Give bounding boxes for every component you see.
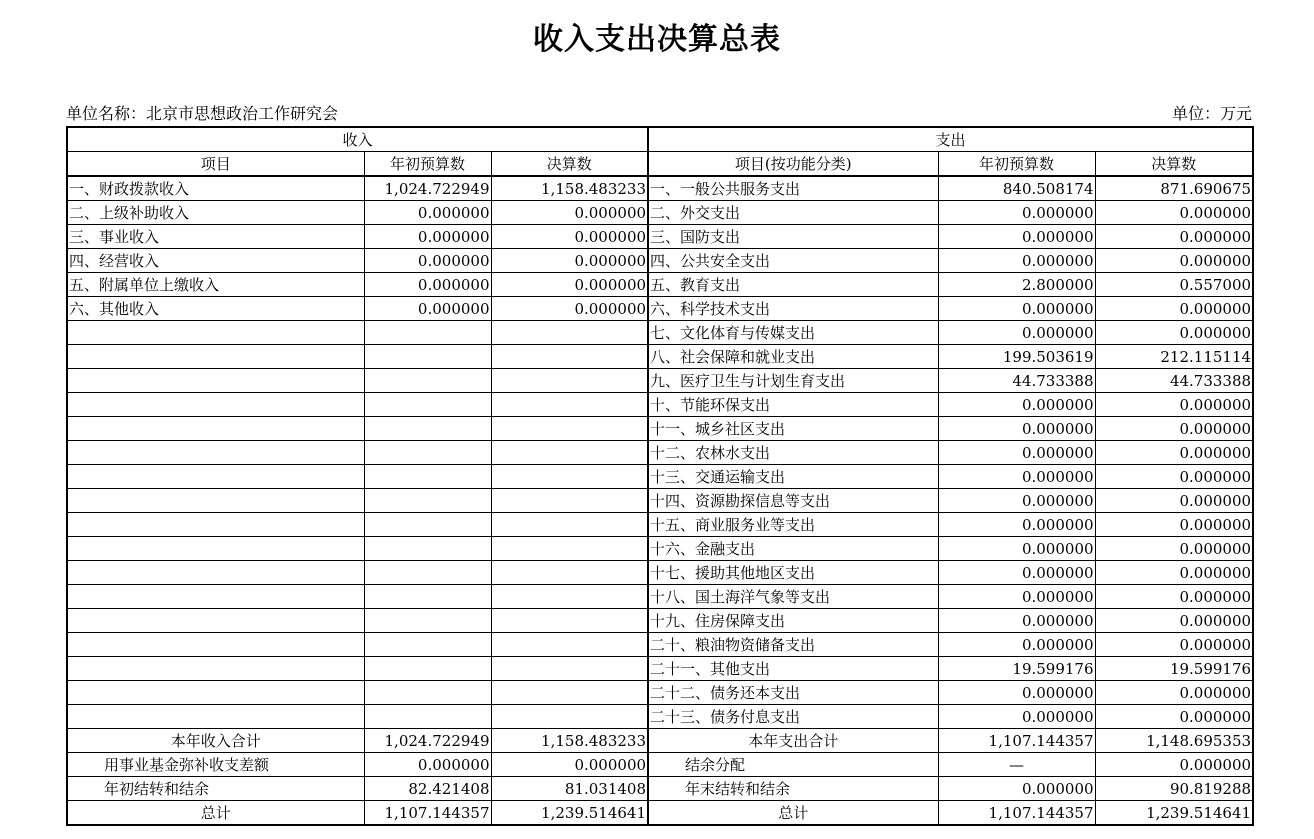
carry-out-label: 年末结转和结余 — [648, 777, 938, 801]
income-budget-cell: 0.000000 — [364, 225, 491, 249]
expense-budget-cell: 840.508174 — [938, 176, 1095, 201]
income-budget-cell — [364, 369, 491, 393]
income-item-cell: 四、经营收入 — [67, 249, 364, 273]
income-item-cell — [67, 609, 364, 633]
carry-row — [67, 777, 1253, 801]
income-final-cell — [491, 609, 648, 633]
table-row — [67, 633, 1253, 657]
income-final-cell: 0.000000 — [491, 273, 648, 297]
grand-total-income-final: 1,239.514641 — [491, 801, 648, 826]
table-row — [67, 225, 1253, 249]
carry-out-budget: 0.000000 — [938, 777, 1095, 801]
income-item-cell — [67, 465, 364, 489]
surplus-dist-final: 0.000000 — [1095, 753, 1253, 777]
income-item-cell — [67, 321, 364, 345]
expense-total-final: 1,148.695353 — [1095, 729, 1253, 753]
expense-final-cell: 0.000000 — [1095, 561, 1253, 585]
expense-item-cell: 十五、商业服务业等支出 — [648, 513, 938, 537]
expense-final-cell: 0.000000 — [1095, 465, 1253, 489]
income-budget-cell — [364, 633, 491, 657]
expense-item-cell: 十九、住房保障支出 — [648, 609, 938, 633]
totals-body — [67, 729, 1253, 826]
expense-final-cell: 0.000000 — [1095, 417, 1253, 441]
table-row — [67, 513, 1253, 537]
income-item-cell — [67, 561, 364, 585]
income-item-cell — [67, 345, 364, 369]
table-row — [67, 297, 1253, 321]
grand-total-expense-final: 1,239.514641 — [1095, 801, 1253, 826]
table-row — [67, 705, 1253, 729]
expense-budget-cell: 0.000000 — [938, 249, 1095, 273]
income-budget-cell — [364, 441, 491, 465]
expense-item-cell: 十三、交通运输支出 — [648, 465, 938, 489]
expense-final-cell: 212.115114 — [1095, 345, 1253, 369]
expense-item-cell: 五、教育支出 — [648, 273, 938, 297]
expense-final-cell: 0.000000 — [1095, 705, 1253, 729]
expense-final-cell: 0.000000 — [1095, 441, 1253, 465]
expense-budget-cell: 0.000000 — [938, 417, 1095, 441]
expense-budget-cell: 0.000000 — [938, 705, 1095, 729]
expense-budget-cell: 0.000000 — [938, 585, 1095, 609]
income-item-cell — [67, 393, 364, 417]
expense-budget-cell: 0.000000 — [938, 393, 1095, 417]
expense-budget-cell: 0.000000 — [938, 561, 1095, 585]
table-row — [67, 321, 1253, 345]
expense-item-cell: 十二、农林水支出 — [648, 441, 938, 465]
income-final-cell — [491, 585, 648, 609]
expense-final-cell: 871.690675 — [1095, 176, 1253, 201]
income-final-cell — [491, 657, 648, 681]
expense-item-cell: 十六、金融支出 — [648, 537, 938, 561]
income-final-cell — [491, 633, 648, 657]
expense-budget-cell: 0.000000 — [938, 489, 1095, 513]
table-row — [67, 176, 1253, 201]
surplus-dist-label: 结余分配 — [648, 753, 938, 777]
expense-final-cell: 44.733388 — [1095, 369, 1253, 393]
income-final-cell — [491, 489, 648, 513]
expense-budget-cell: 0.000000 — [938, 321, 1095, 345]
expense-item-cell: 一、一般公共服务支出 — [648, 176, 938, 201]
table-row — [67, 417, 1253, 441]
table-row — [67, 561, 1253, 585]
income-final-cell: 0.000000 — [491, 297, 648, 321]
income-final-cell — [491, 369, 648, 393]
unit-name: 单位名称：北京市思想政治工作研究会 — [66, 104, 339, 123]
fund-row — [67, 753, 1253, 777]
expense-final-cell: 0.000000 — [1095, 201, 1253, 225]
expense-budget-cell: 0.000000 — [938, 681, 1095, 705]
income-item-cell — [67, 585, 364, 609]
expense-item-cell: 九、医疗卫生与计划生育支出 — [648, 369, 938, 393]
expense-budget-cell: 0.000000 — [938, 513, 1095, 537]
table-row — [67, 585, 1253, 609]
col-header-final: 决算数 — [491, 152, 648, 177]
income-final-cell — [491, 513, 648, 537]
income-final-cell: 1,158.483233 — [491, 176, 648, 201]
expense-budget-cell: 44.733388 — [938, 369, 1095, 393]
expense-budget-cell: 199.503619 — [938, 345, 1095, 369]
expense-budget-cell: 0.000000 — [938, 633, 1095, 657]
expense-item-cell: 三、国防支出 — [648, 225, 938, 249]
table-row — [67, 489, 1253, 513]
income-item-cell: 五、附属单位上缴收入 — [67, 273, 364, 297]
expense-budget-cell: 2.800000 — [938, 273, 1095, 297]
income-item-cell: 六、其他收入 — [67, 297, 364, 321]
income-budget-cell — [364, 561, 491, 585]
income-item-cell — [67, 537, 364, 561]
header-row-sections — [67, 127, 1253, 152]
expense-item-cell: 十、节能环保支出 — [648, 393, 938, 417]
income-budget-cell: 0.000000 — [364, 201, 491, 225]
income-budget-cell — [364, 537, 491, 561]
expense-item-cell: 二、外交支出 — [648, 201, 938, 225]
expense-item-cell: 二十三、债务付息支出 — [648, 705, 938, 729]
table-body — [67, 176, 1253, 729]
income-budget-cell — [364, 513, 491, 537]
fund-label: 用事业基金弥补收支差额 — [67, 753, 364, 777]
income-budget-cell — [364, 321, 491, 345]
expense-item-cell: 二十二、债务还本支出 — [648, 681, 938, 705]
income-final-cell — [491, 537, 648, 561]
expense-budget-cell: 19.599176 — [938, 657, 1095, 681]
table-row — [67, 465, 1253, 489]
expense-item-cell: 十八、国土海洋气象等支出 — [648, 585, 938, 609]
expense-final-cell: 0.557000 — [1095, 273, 1253, 297]
carry-in-final: 81.031408 — [491, 777, 648, 801]
expense-budget-cell: 0.000000 — [938, 225, 1095, 249]
expense-budget-cell: 0.000000 — [938, 297, 1095, 321]
income-budget-cell: 1,024.722949 — [364, 176, 491, 201]
expense-final-cell: 0.000000 — [1095, 585, 1253, 609]
income-budget-cell — [364, 465, 491, 489]
income-budget-cell: 0.000000 — [364, 297, 491, 321]
table-row — [67, 441, 1253, 465]
total-row — [67, 729, 1253, 753]
carry-out-final: 90.819288 — [1095, 777, 1253, 801]
table-row — [67, 537, 1253, 561]
income-item-cell — [67, 513, 364, 537]
col-header-item: 项目 — [67, 152, 364, 177]
income-final-cell: 0.000000 — [491, 249, 648, 273]
income-final-cell — [491, 393, 648, 417]
col-header-exp-item: 项目(按功能分类) — [648, 152, 938, 177]
income-item-cell — [67, 417, 364, 441]
table-row — [67, 609, 1253, 633]
col-header-exp-budget: 年初预算数 — [938, 152, 1095, 177]
expense-final-cell: 0.000000 — [1095, 633, 1253, 657]
income-total-label: 本年收入合计 — [67, 729, 364, 753]
income-item-cell — [67, 633, 364, 657]
expense-budget-cell: 0.000000 — [938, 441, 1095, 465]
surplus-dist-budget: — — [938, 753, 1095, 777]
expense-item-cell: 十四、资源勘探信息等支出 — [648, 489, 938, 513]
expense-budget-cell: 0.000000 — [938, 609, 1095, 633]
income-item-cell: 三、事业收入 — [67, 225, 364, 249]
table-row — [67, 201, 1253, 225]
income-total-final: 1,158.483233 — [491, 729, 648, 753]
income-item-cell — [67, 489, 364, 513]
expense-final-cell: 0.000000 — [1095, 609, 1253, 633]
income-final-cell — [491, 465, 648, 489]
expense-final-cell: 0.000000 — [1095, 297, 1253, 321]
expense-total-label: 本年支出合计 — [648, 729, 938, 753]
expense-item-cell: 七、文化体育与传媒支出 — [648, 321, 938, 345]
fund-budget: 0.000000 — [364, 753, 491, 777]
expense-section-header: 支出 — [648, 127, 1253, 152]
income-budget-cell: 0.000000 — [364, 249, 491, 273]
income-budget-cell — [364, 657, 491, 681]
income-item-cell: 一、财政拨款收入 — [67, 176, 364, 201]
income-final-cell — [491, 345, 648, 369]
expense-item-cell: 四、公共安全支出 — [648, 249, 938, 273]
carry-in-budget: 82.421408 — [364, 777, 491, 801]
income-final-cell — [491, 417, 648, 441]
income-budget-cell — [364, 681, 491, 705]
income-item-cell — [67, 657, 364, 681]
table-row — [67, 273, 1253, 297]
expense-item-cell: 二十一、其他支出 — [648, 657, 938, 681]
header-row-columns — [67, 152, 1253, 177]
page-title: 收入支出决算总表 — [533, 22, 781, 57]
table-row — [67, 369, 1253, 393]
grand-total-expense-label: 总计 — [648, 801, 938, 826]
grand-total-income-label: 总计 — [67, 801, 364, 826]
grand-total-expense-budget: 1,107.144357 — [938, 801, 1095, 826]
table-row — [67, 345, 1253, 369]
income-total-budget: 1,024.722949 — [364, 729, 491, 753]
col-header-exp-final: 决算数 — [1095, 152, 1253, 177]
expense-final-cell: 0.000000 — [1095, 513, 1253, 537]
expense-final-cell: 0.000000 — [1095, 225, 1253, 249]
expense-final-cell: 0.000000 — [1095, 489, 1253, 513]
income-budget-cell — [364, 585, 491, 609]
income-final-cell: 0.000000 — [491, 225, 648, 249]
income-item-cell: 二、上级补助收入 — [67, 201, 364, 225]
income-budget-cell: 0.000000 — [364, 273, 491, 297]
income-final-cell — [491, 681, 648, 705]
table-row — [67, 249, 1253, 273]
expense-item-cell: 二十、粮油物资储备支出 — [648, 633, 938, 657]
income-item-cell — [67, 369, 364, 393]
income-final-cell — [491, 705, 648, 729]
income-final-cell — [491, 561, 648, 585]
income-budget-cell — [364, 393, 491, 417]
income-budget-cell — [364, 705, 491, 729]
expense-final-cell: 0.000000 — [1095, 321, 1253, 345]
carry-in-label: 年初结转和结余 — [67, 777, 364, 801]
income-section-header: 收入 — [67, 127, 648, 152]
expense-item-cell: 八、社会保障和就业支出 — [648, 345, 938, 369]
income-final-cell: 0.000000 — [491, 201, 648, 225]
expense-item-cell: 十七、援助其他地区支出 — [648, 561, 938, 585]
grand-total-row — [67, 801, 1253, 826]
income-budget-cell — [364, 345, 491, 369]
expense-total-budget: 1,107.144357 — [938, 729, 1095, 753]
income-final-cell — [491, 321, 648, 345]
unit-label: 单位：万元 — [1171, 104, 1252, 123]
table-row — [67, 393, 1253, 417]
expense-final-cell: 0.000000 — [1095, 537, 1253, 561]
expense-final-cell: 0.000000 — [1095, 681, 1253, 705]
income-final-cell — [491, 441, 648, 465]
income-budget-cell — [364, 609, 491, 633]
income-item-cell — [67, 681, 364, 705]
expense-final-cell: 19.599176 — [1095, 657, 1253, 681]
expense-final-cell: 0.000000 — [1095, 249, 1253, 273]
table-row — [67, 681, 1253, 705]
expense-budget-cell: 0.000000 — [938, 201, 1095, 225]
table-row — [67, 657, 1253, 681]
expense-item-cell: 六、科学技术支出 — [648, 297, 938, 321]
expense-budget-cell: 0.000000 — [938, 465, 1095, 489]
expense-final-cell: 0.000000 — [1095, 393, 1253, 417]
grand-total-income-budget: 1,107.144357 — [364, 801, 491, 826]
income-budget-cell — [364, 489, 491, 513]
col-header-budget: 年初预算数 — [364, 152, 491, 177]
income-budget-cell — [364, 417, 491, 441]
fund-final: 0.000000 — [491, 753, 648, 777]
expense-item-cell: 十一、城乡社区支出 — [648, 417, 938, 441]
income-item-cell — [67, 705, 364, 729]
income-expense-table — [66, 126, 1254, 826]
expense-budget-cell: 0.000000 — [938, 537, 1095, 561]
income-item-cell — [67, 441, 364, 465]
